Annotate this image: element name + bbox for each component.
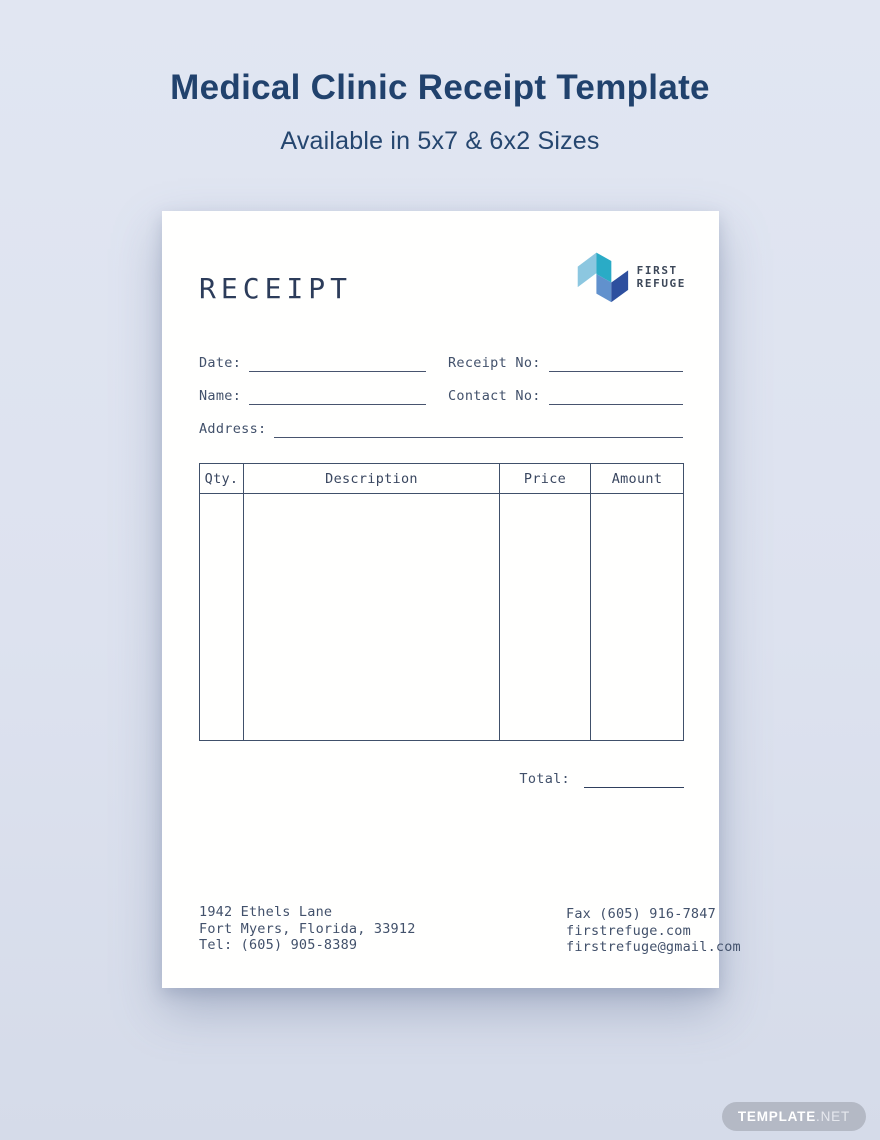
footer-fax: Fax (605) 916-7847 xyxy=(566,906,716,922)
page-subtitle: Available in 5x7 & 6x2 Sizes xyxy=(280,127,600,155)
footer-city: Fort Myers, Florida, 33912 xyxy=(199,920,416,937)
amount-column-body xyxy=(591,494,683,740)
footer-email: firstrefuge@gmail.com xyxy=(566,939,741,955)
total-row xyxy=(199,771,684,787)
company-logo xyxy=(574,247,686,307)
contact-no-label: Contact No: xyxy=(448,388,541,404)
name-blank-line xyxy=(249,390,426,405)
field-row-1 xyxy=(199,355,683,372)
qty-column-header: Qty. xyxy=(200,464,244,494)
receipt-document xyxy=(162,211,741,988)
line-items-table xyxy=(199,463,684,741)
address-label: Address: xyxy=(199,421,267,437)
company-name-line2: REFUGE xyxy=(636,277,686,290)
footer-street: 1942 Ethels Lane xyxy=(199,904,333,920)
date-blank-line xyxy=(249,357,426,372)
amount-column-header: Amount xyxy=(591,464,683,494)
receipt-no-field xyxy=(448,355,683,372)
name-field xyxy=(199,388,426,405)
address-blank-line xyxy=(274,423,683,438)
price-column-header: Price xyxy=(500,464,591,494)
footer-website: firstrefuge.com xyxy=(566,922,691,939)
receipt-heading: RECEIPT xyxy=(199,272,353,305)
qty-column-body xyxy=(200,494,244,740)
date-label: Date: xyxy=(199,355,242,371)
price-column-body xyxy=(500,494,591,740)
receipt-no-blank-line xyxy=(549,357,683,372)
total-label: Total: xyxy=(519,771,570,787)
template-net-watermark xyxy=(722,1102,866,1131)
total-blank-line xyxy=(584,774,684,788)
contact-no-field xyxy=(448,388,683,405)
description-column-header: Description xyxy=(244,464,500,494)
company-name-line1: FIRST xyxy=(636,264,678,277)
footer-phone: Tel: (605) 905-8389 xyxy=(199,937,358,953)
address-field xyxy=(199,421,683,438)
receipt-fields xyxy=(199,355,683,454)
watermark-brand: TEMPLATE xyxy=(737,1109,817,1124)
company-name xyxy=(637,264,686,290)
name-label: Name: xyxy=(199,388,242,404)
first-refuge-logo-icon xyxy=(574,247,630,307)
field-row-3 xyxy=(199,421,683,438)
watermark-tld: .NET xyxy=(816,1109,850,1124)
receipt-no-label: Receipt No: xyxy=(448,355,541,371)
date-field xyxy=(199,355,426,372)
page-title: Medical Clinic Receipt Template xyxy=(170,68,710,107)
footer-contact-block xyxy=(566,906,741,956)
field-row-2 xyxy=(199,388,683,405)
description-column-body xyxy=(244,494,500,740)
contact-no-blank-line xyxy=(549,390,683,405)
footer-address-block xyxy=(199,904,416,954)
